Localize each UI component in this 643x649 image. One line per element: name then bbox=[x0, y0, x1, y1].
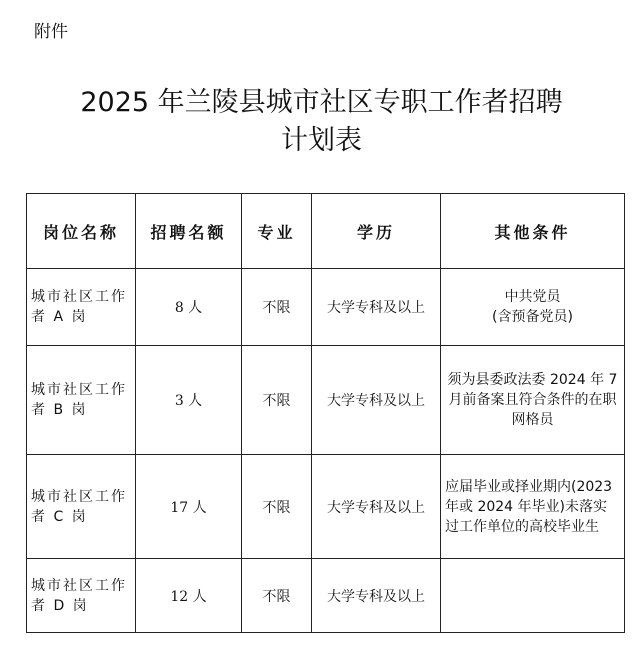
header-quota: 招聘名额 bbox=[136, 194, 242, 269]
cell-other: 须为县委政法委 2024 年 7 月前备案且符合条件的在职网格员 bbox=[441, 346, 625, 455]
cell-major: 不限 bbox=[242, 269, 312, 346]
title-line-1: 2025 年兰陵县城市社区专职工作者招聘 bbox=[80, 87, 563, 118]
header-major: 专业 bbox=[242, 194, 312, 269]
cell-major: 不限 bbox=[242, 559, 312, 633]
cell-major: 不限 bbox=[242, 455, 312, 559]
cell-education: 大学专科及以上 bbox=[312, 559, 441, 633]
cell-quota: 12 人 bbox=[136, 559, 242, 633]
cell-quota: 3 人 bbox=[136, 346, 242, 455]
cell-post: 城市社区工作者 C 岗 bbox=[27, 455, 136, 559]
cell-quota: 8 人 bbox=[136, 269, 242, 346]
recruitment-plan-table bbox=[26, 193, 625, 633]
header-other: 其他条件 bbox=[441, 194, 625, 269]
cell-post: 城市社区工作者 B 岗 bbox=[27, 346, 136, 455]
table-row bbox=[27, 346, 625, 455]
cell-education: 大学专科及以上 bbox=[312, 269, 441, 346]
table-row bbox=[27, 455, 625, 559]
attachment-label: 附件 bbox=[34, 22, 68, 42]
cell-post: 城市社区工作者 A 岗 bbox=[27, 269, 136, 346]
cell-major: 不限 bbox=[242, 346, 312, 455]
cell-quota: 17 人 bbox=[136, 455, 242, 559]
header-education: 学历 bbox=[312, 194, 441, 269]
table-row bbox=[27, 559, 625, 633]
title-line-2: 计划表 bbox=[281, 125, 362, 156]
cell-education: 大学专科及以上 bbox=[312, 455, 441, 559]
table-header-row bbox=[27, 194, 625, 269]
cell-post: 城市社区工作者 D 岗 bbox=[27, 559, 136, 633]
header-post: 岗位名称 bbox=[27, 194, 136, 269]
cell-other: 中共党员 (含预备党员) bbox=[441, 269, 625, 346]
cell-other bbox=[441, 559, 625, 633]
cell-education: 大学专科及以上 bbox=[312, 346, 441, 455]
page-title bbox=[0, 84, 643, 160]
table-row bbox=[27, 269, 625, 346]
cell-other: 应届毕业或择业期内(2023 年或 2024 年毕业)未落实过工作单位的高校毕业生 bbox=[441, 455, 625, 559]
